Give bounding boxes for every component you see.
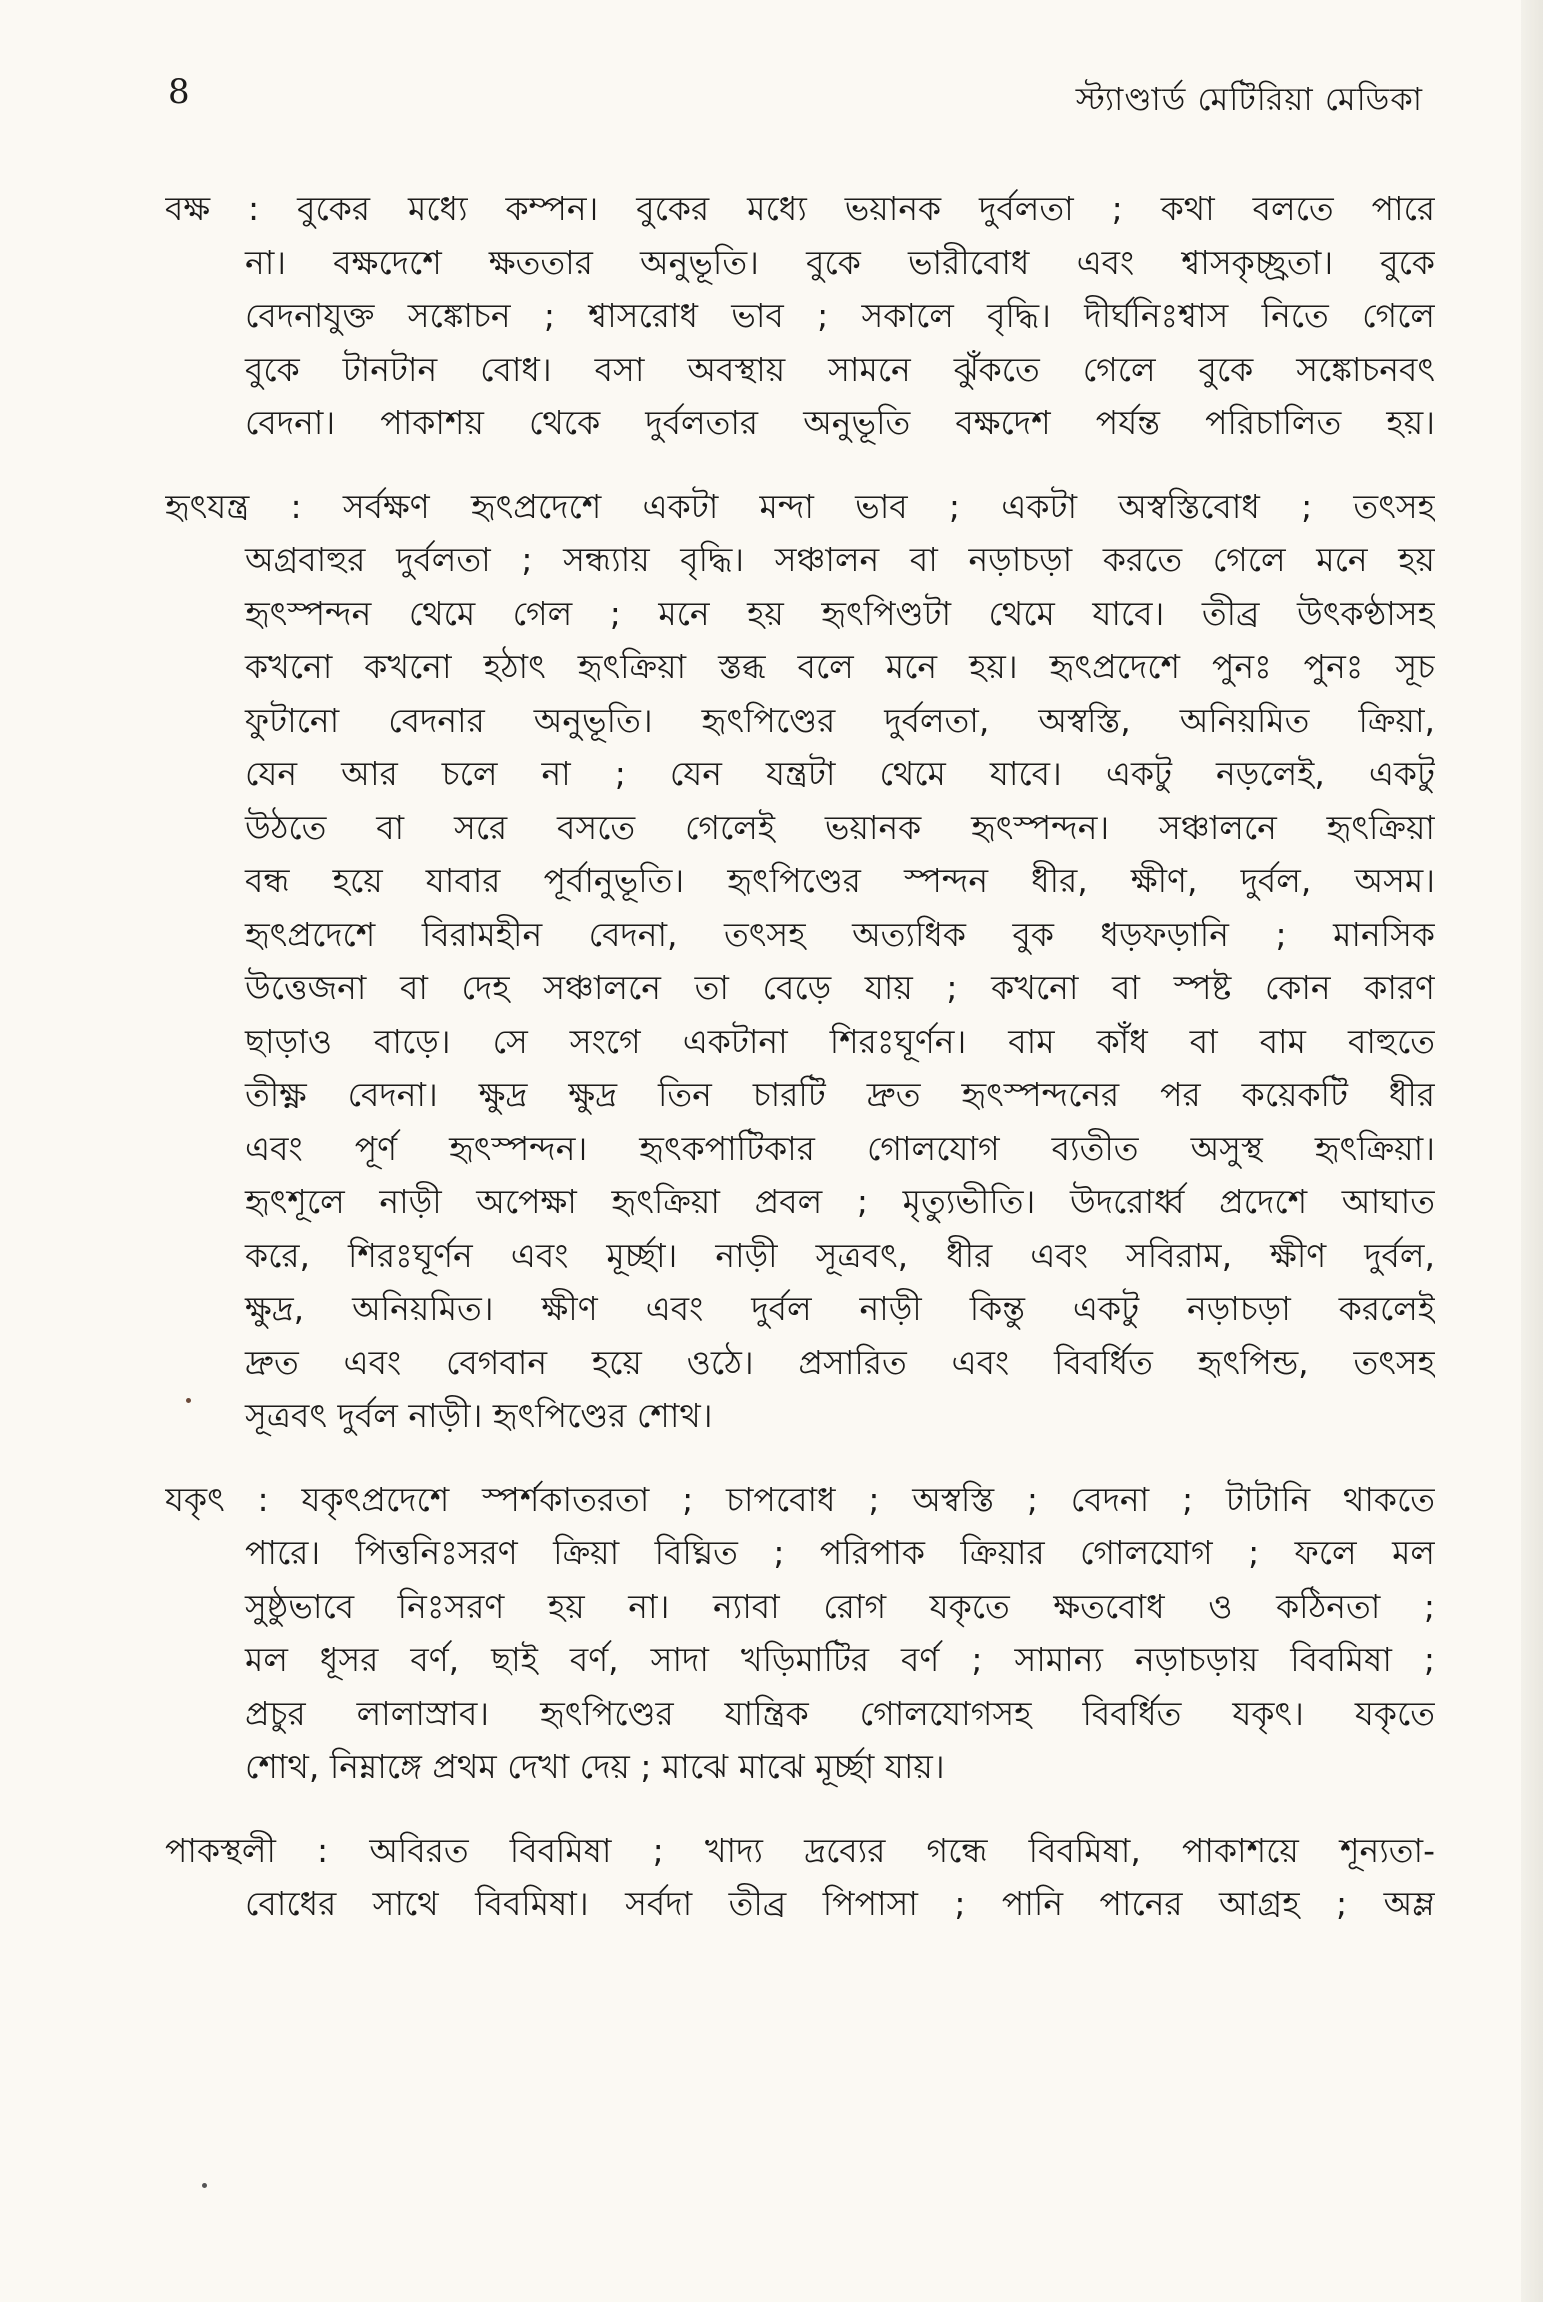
text-line: ছাড়াও বাড়ে। সে সংগে একটানা শিরঃঘূর্ণন। বাম কাঁধ বা বাম বাহুতে	[245, 1021, 1435, 1061]
section-term: যকৃৎ :	[165, 1479, 269, 1519]
text-line: বেদনা। পাকাশয় থেকে দুর্বলতার অনুভূতি বক্ষদেশ পর্যন্ত পরিচালিত হয়।	[245, 403, 1435, 442]
text-line: হৃৎশূলে নাড়ী অপেক্ষা হৃৎক্রিয়া প্রবল ; মৃত্যুভীতি। উদরোর্ধ্ব প্রদেশে আঘাত	[245, 1182, 1435, 1221]
text-line: সূত্রবৎ দুর্বল নাড়ী। হৃৎপিণ্ডের শোথ।	[245, 1396, 713, 1435]
text-line: করে, শিরঃঘূর্ণন এবং মূর্চ্ছা। নাড়ী সূত্রবৎ, ধীর এবং সবিরাম, ক্ষীণ দুর্বল,	[245, 1235, 1435, 1275]
running-title: স্ট্যাণ্ডার্ড মেটিরিয়া মেডিকা	[1075, 80, 1423, 118]
section-term: হৃৎযন্ত্র :	[165, 486, 302, 526]
text-line: অগ্রবাহুর দুর্বলতা ; সন্ধ্যায় বৃদ্ধি। সঞ্চালন বা নড়াচড়া করতে গেলে মনে হয়	[245, 540, 1435, 579]
section-liver	[165, 1473, 1435, 1794]
text-line: সুষ্ঠুভাবে নিঃসরণ হয় না। ন্যাবা রোগ যকৃতে ক্ষতবোধ ও কঠিনতা ;	[245, 1586, 1435, 1626]
text-line	[165, 182, 1435, 236]
line-text: অবিরত বিবমিষা ; খাদ্য দ্রব্যের গন্ধে বিবমিষা, পাকাশয়ে শূন্যতা-	[369, 1830, 1435, 1870]
text-line: ক্ষুদ্র, অনিয়মিত। ক্ষীণ এবং দুর্বল নাড়ী কিন্তু একটু নড়াচড়া করলেই	[245, 1289, 1435, 1328]
text-line: না। বক্ষদেশে ক্ষততার অনুভূতি। বুকে ভারীবোধ এবং শ্বাসকৃচ্ছ্রতা। বুকে	[245, 242, 1435, 282]
text-line: প্রচুর লালাস্রাব। হৃৎপিণ্ডের যান্ত্রিক গোলযোগসহ বিবর্ধিত যকৃৎ। যকৃতে	[245, 1693, 1435, 1733]
line-text: বুকের মধ্যে কম্পন। বুকের মধ্যে ভয়ানক দুর্বলতা ; কথা বলতে পারে	[297, 189, 1435, 228]
ink-speck	[186, 1398, 191, 1403]
text-line: শোথ, নিম্নাঙ্গে প্রথম দেখা দেয় ; মাঝে মাঝে মূর্চ্ছা যায়।	[245, 1747, 945, 1786]
text-line: হৃৎপ্রদেশে বিরামহীন বেদনা, তৎসহ অত্যধিক বুক ধড়ফড়ানি ; মানসিক	[245, 914, 1435, 954]
page-number: 8	[168, 72, 190, 112]
text-line: যেন আর চলে না ; যেন যন্ত্রটা থেমে যাবে। একটু নড়লেই, একটু	[245, 754, 1435, 793]
ink-speck	[202, 2183, 207, 2188]
text-line: উত্তেজনা বা দেহ সঞ্চালনে তা বেড়ে যায় ; কখনো বা স্পষ্ট কোন কারণ	[245, 968, 1435, 1007]
text-line: কখনো কখনো হঠাৎ হৃৎক্রিয়া স্তব্ধ বলে মনে হয়। হৃৎপ্রদেশে পুনঃ পুনঃ সূচ	[245, 647, 1435, 686]
text-line	[165, 1824, 1435, 1878]
section-term: পাকস্থলী :	[165, 1830, 329, 1870]
text-line: এবং পূর্ণ হৃৎস্পন্দন। হৃৎকপাটিকার গোলযোগ ব্যতীত অসুস্থ হৃৎক্রিয়া।	[245, 1128, 1435, 1168]
text-line: উঠতে বা সরে বসতে গেলেই ভয়ানক হৃৎস্পন্দন। সঞ্চালনে হৃৎক্রিয়া	[245, 807, 1435, 847]
text-line: দ্রুত এবং বেগবান হয়ে ওঠে। প্রসারিত এবং বিবর্ধিত হৃৎপিন্ড, তৎসহ	[245, 1342, 1435, 1382]
section-heart	[165, 480, 1435, 1443]
text-line	[165, 480, 1435, 534]
text-line: বেদনাযুক্ত সঙ্কোচন ; শ্বাসরোধ ভাব ; সকালে বৃদ্ধি। দীর্ঘনিঃশ্বাস নিতে গেলে	[245, 296, 1435, 335]
text-line	[165, 1473, 1435, 1527]
text-line: বুকে টানটান বোধ। বসা অবস্থায় সামনে ঝুঁকতে গেলে বুকে সঙ্কোচনবৎ	[245, 349, 1435, 389]
line-text: যকৃৎপ্রদেশে স্পর্শকাতরতা ; চাপবোধ ; অস্বস্তি ; বেদনা ; টাটানি থাকতে	[301, 1479, 1435, 1519]
text-line: বন্ধ হয়ে যাবার পূর্বানুভূতি। হৃৎপিণ্ডের স্পন্দন ধীর, ক্ষীণ, দুর্বল, অসম।	[245, 861, 1435, 900]
section-term: বক্ষ :	[165, 189, 260, 228]
line-text: সর্বক্ষণ হৃৎপ্রদেশে একটা মন্দা ভাব ; একটা অস্বস্তিবোধ ; তৎসহ	[342, 486, 1435, 526]
text-line: তীক্ষ্ণ বেদনা। ক্ষুদ্র ক্ষুদ্র তিন চারটি দ্রুত হৃৎস্পন্দনের পর কয়েকটি ধীর	[245, 1075, 1435, 1114]
text-line: পারে। পিত্তনিঃসরণ ক্রিয়া বিঘ্নিত ; পরিপাক ক্রিয়ার গোলযোগ ; ফলে মল	[245, 1533, 1435, 1572]
page-header	[168, 72, 1423, 132]
text-line: মল ধূসর বর্ণ, ছাই বর্ণ, সাদা খড়িমাটির বর্ণ ; সামান্য নড়াচড়ায় বিবমিষা ;	[245, 1640, 1435, 1679]
section-chest	[165, 182, 1435, 450]
text-line: হৃৎস্পন্দন থেমে গেল ; মনে হয় হৃৎপিণ্ডটা থেমে যাবে। তীব্র উৎকণ্ঠাসহ	[245, 593, 1435, 633]
section-stomach	[165, 1824, 1435, 1931]
text-line: ফুটানো বেদনার অনুভূতি। হৃৎপিণ্ডের দুর্বলতা, অস্বস্তি, অনিয়মিত ক্রিয়া,	[245, 700, 1435, 740]
page-edge	[1521, 0, 1543, 2302]
text-line: বোধের সাথে বিবমিষা। সর্বদা তীব্র পিপাসা ; পানি পানের আগ্রহ ; অম্ল	[245, 1884, 1435, 1923]
page-body	[165, 182, 1435, 1961]
